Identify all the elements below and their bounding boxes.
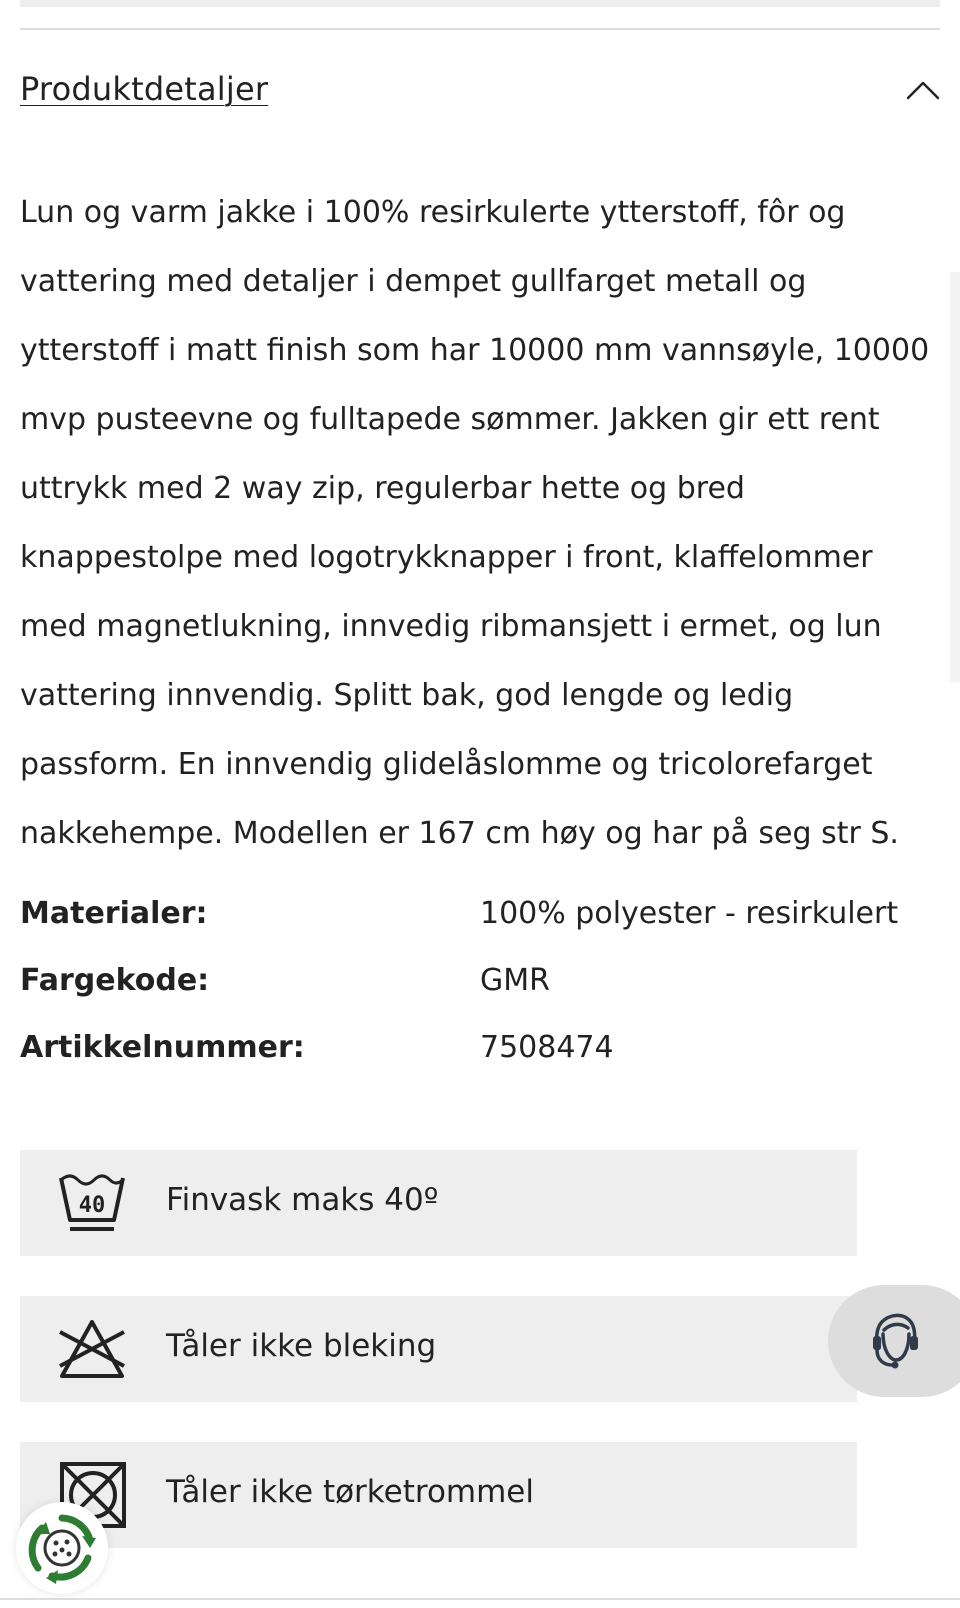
spec-label: Artikkelnummer: (20, 1030, 305, 1065)
recycle-icon (22, 1508, 102, 1588)
spec-label: Materialer: (20, 896, 208, 931)
product-details-toggle[interactable]: Produktdetaljer (20, 70, 269, 108)
care-item-bleach (20, 1296, 857, 1402)
customer-service-icon (866, 1310, 924, 1370)
bottom-divider (0, 1598, 960, 1600)
spec-value: 100% polyester - resirkulert (480, 896, 899, 931)
eco-badge-button[interactable] (16, 1502, 108, 1594)
no-bleach-icon (58, 1316, 126, 1382)
top-strip (20, 0, 940, 7)
product-description: Lun og varm jakke i 100% resirkulerte ytterstoff, fôr og vattering med detaljer i dempet gullfarget metall og ytterstoff i matt finish som har 10000 mm vannsøyle, 10000 mvp pusteevne og fulltapede sømmer. Jakken gir ett rent uttrykk med 2 way zip, regulerbar hette og bred knappestolpe med logotrykknapper i front, klaffelommer med magnetlukning, innvedig ribmansjett i ermet, og lun vattering innvendig. Splitt bak, god lengde og ledig passform. En innvendig glidelåslomme og tricolorefarget nakkehempe. Modellen er 167 cm høy og har på seg str S. (20, 195, 930, 851)
care-item-dryer (20, 1442, 857, 1548)
top-divider (20, 28, 940, 30)
chevron-up-icon[interactable] (906, 78, 940, 102)
spec-value: GMR (480, 963, 550, 998)
care-label: Finvask maks 40º (166, 1182, 439, 1218)
wash-40-icon (58, 1170, 126, 1236)
spec-row-color-code (20, 963, 940, 1003)
customer-service-button[interactable] (828, 1285, 960, 1397)
wash-temperature: 40 (78, 1193, 106, 1218)
care-label: Tåler ikke bleking (166, 1328, 437, 1364)
spec-label: Fargekode: (20, 963, 210, 998)
spec-row-article-number (20, 1030, 940, 1070)
care-label: Tåler ikke tørketrommel (166, 1474, 534, 1510)
scrollbar-track (950, 272, 960, 682)
spec-value: 7508474 (480, 1030, 614, 1065)
care-item-wash (20, 1150, 857, 1256)
spec-row-material (20, 896, 940, 936)
